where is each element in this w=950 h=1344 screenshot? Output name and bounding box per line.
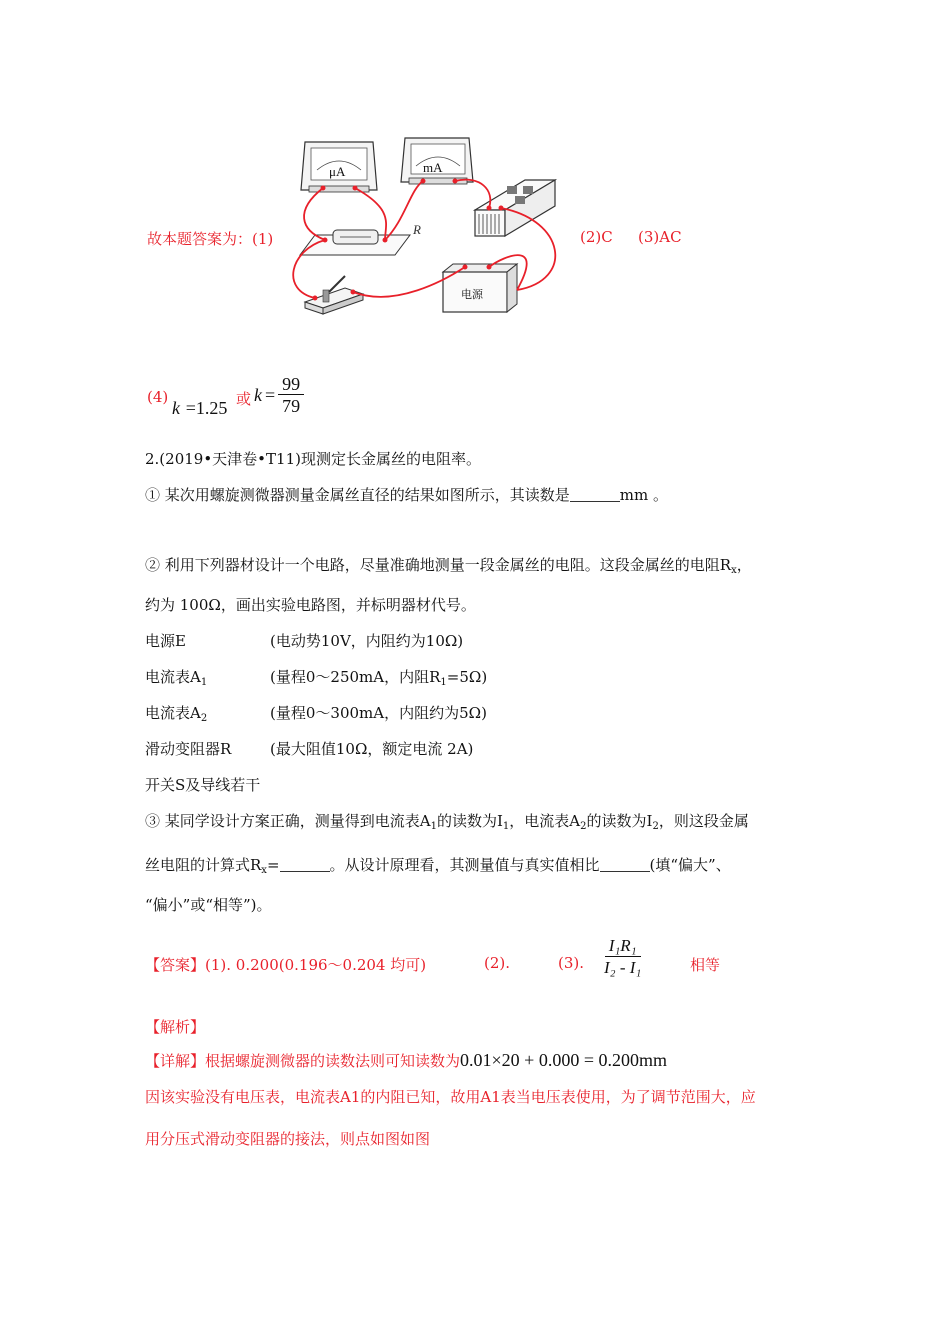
- equipment-name-3: 滑动变阻器R: [145, 740, 232, 758]
- part4-den: 79: [282, 396, 301, 416]
- q2-part3-blank2: [600, 857, 650, 872]
- q2-part3-line1: ③ 某同学设计方案正确，测量得到电流表$A_1$的读数为$I_1$，电流表$A_2$的读数为$I_2$，则这段金属: [145, 812, 749, 832]
- q2-part1: [145, 484, 668, 505]
- part4-or: 或: [236, 390, 252, 408]
- q2-part1-unit: mm 。: [619, 486, 668, 504]
- microammeter-label: μA: [329, 164, 346, 179]
- answer-frac-num: I₁R₁: [605, 936, 641, 957]
- switch-line: 开关S及导线若干: [145, 776, 261, 794]
- resistor-label: R: [413, 222, 421, 237]
- equipment-name-0: 电源E: [145, 632, 186, 650]
- part4-label: (4): [147, 388, 169, 406]
- q2-part1-blank: [570, 487, 620, 502]
- q2-part1-text: ① 某次用螺旋测微器测量金属丝直径的结果如图所示，其读数是: [145, 486, 570, 504]
- part4-eq1: =: [185, 398, 196, 418]
- answer-fraction: [600, 936, 645, 979]
- q2-part3-line3: “偏小”或“相等”)。: [145, 896, 272, 914]
- analysis-line3: 用分压式滑动变阻器的接法，则点如图如图: [145, 1130, 431, 1148]
- equipment-desc-0: (电动势10V，内阻约为10Ω): [270, 632, 464, 650]
- answer-frac-den: I₂ - I₁: [604, 958, 642, 977]
- analysis-label: 【解析】: [145, 1018, 206, 1036]
- answer-line: [145, 954, 426, 975]
- answer-intro-part3: (3)AC: [638, 228, 682, 246]
- detail-line: [145, 1050, 667, 1071]
- detail-text: 根据螺旋测微器的读数法则可知读数为: [205, 1052, 461, 1070]
- q2-title: 2.(2019•天津卷•T11)现测定长金属丝的电阻率。: [145, 450, 481, 468]
- analysis-line2: 因该实验没有电压表，电流表A1的内阻已知，故用A1表当电压表使用，为了调节范围大，应: [145, 1088, 756, 1106]
- detail-formula: 0.01×20 + 0.000 = 0.200mm: [460, 1050, 667, 1070]
- q2-part2-line2: 约为 100Ω，画出实验电路图，并标明器材代号。: [145, 596, 476, 614]
- milliammeter-label: mA: [423, 160, 443, 175]
- part4-formula: [172, 398, 227, 419]
- answer-part2: (2).: [484, 954, 511, 972]
- q2-part2-line1: ② 利用下列器材设计一个电路，尽量准确地测量一段金属丝的电阻。这段金属丝的电阻$R_x$，: [145, 556, 752, 576]
- equipment-desc-3: (最大阻值10Ω，额定电流 2A): [270, 740, 474, 758]
- equipment-desc-1: (量程0～250mA，内阻$R_1=5\Omega$): [270, 668, 488, 688]
- q2-part3-blank1: [280, 857, 330, 872]
- power-supply-label: 电源: [461, 288, 483, 301]
- switch-icon: [305, 276, 363, 314]
- equipment-name-2: 电流表$A_2$: [145, 704, 208, 724]
- part4-val1: 1.25: [195, 398, 228, 418]
- answer-part3: (3).: [558, 954, 585, 972]
- part4-frac-formula: [254, 374, 304, 417]
- q2-part3-line2: 丝电阻的计算式$R_x=$ 。从设计原理看，其测量值与真实值相比 (填“偏大”、: [145, 856, 731, 876]
- answer-intro-part2: (2)C: [580, 228, 613, 246]
- detail-label: 【详解】: [145, 1052, 206, 1070]
- part4-k2: k: [254, 385, 262, 405]
- part4-k1: k: [172, 398, 180, 418]
- answer-intro-prefix: 故本题答案为：(1): [147, 230, 274, 248]
- equipment-name-1: 电流表$A_1$: [145, 668, 208, 688]
- part4-num: 99: [278, 374, 304, 395]
- answer-label: 【答案】: [145, 956, 206, 974]
- answer-part1: (1). 0.200(0.196～0.204 均可): [205, 956, 427, 974]
- part4-fraction: [278, 374, 304, 417]
- equipment-desc-2: (量程0～300mA，内阻约为5Ω): [270, 704, 487, 722]
- part4-eq2: =: [265, 385, 276, 405]
- answer-part4: 相等: [690, 956, 721, 974]
- circuit-diagram: [285, 130, 575, 330]
